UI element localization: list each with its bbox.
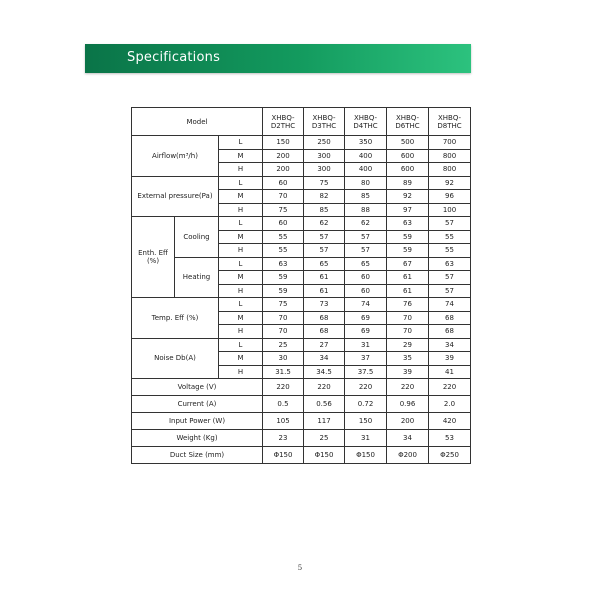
value-cell: 34.5 (304, 365, 345, 379)
value-cell: 70 (263, 190, 304, 204)
table-row (132, 257, 471, 271)
value-cell: 39 (429, 352, 471, 366)
page-number: 5 (297, 564, 303, 572)
enth-eff-label: Enth. Eff (%) (132, 217, 175, 298)
value-cell: 55 (263, 230, 304, 244)
value-cell: 57 (429, 284, 471, 298)
value-cell: 74 (429, 298, 471, 312)
value-cell: 75 (263, 203, 304, 217)
value-cell: Φ200 (387, 447, 429, 464)
value-cell: 31 (345, 430, 387, 447)
level-label: H (219, 203, 263, 217)
level-label: L (219, 298, 263, 312)
value-cell: 39 (387, 365, 429, 379)
value-cell: 0.72 (345, 396, 387, 413)
airflow-label: Airflow(m³/h) (132, 136, 219, 177)
value-cell: 59 (263, 284, 304, 298)
table-row (132, 298, 471, 312)
level-label: M (219, 271, 263, 285)
value-cell: 70 (263, 311, 304, 325)
value-cell: 60 (263, 217, 304, 231)
value-cell: 92 (387, 190, 429, 204)
value-cell: 75 (304, 176, 345, 190)
value-cell: 35 (387, 352, 429, 366)
value-cell: 34 (429, 338, 471, 352)
model-label: Model (132, 108, 263, 136)
value-cell: 27 (304, 338, 345, 352)
value-cell: 600 (387, 163, 429, 177)
value-cell: 0.5 (263, 396, 304, 413)
spec-label: Input Power (W) (132, 413, 263, 430)
value-cell: 61 (387, 284, 429, 298)
level-label: H (219, 325, 263, 339)
value-cell: 37.5 (345, 365, 387, 379)
level-label: H (219, 244, 263, 258)
value-cell: 600 (387, 149, 429, 163)
level-label: L (219, 257, 263, 271)
value-cell: 60 (345, 271, 387, 285)
value-cell: 63 (429, 257, 471, 271)
table-row (132, 338, 471, 352)
value-cell: 68 (304, 311, 345, 325)
value-cell: 41 (429, 365, 471, 379)
value-cell: 74 (345, 298, 387, 312)
value-cell: 2.0 (429, 396, 471, 413)
value-cell: 85 (304, 203, 345, 217)
value-cell: 62 (304, 217, 345, 231)
value-cell: 73 (304, 298, 345, 312)
level-label: L (219, 176, 263, 190)
value-cell: Φ150 (263, 447, 304, 464)
temp-eff-label: Temp. Eff (%) (132, 298, 219, 339)
value-cell: Φ150 (304, 447, 345, 464)
table-row (132, 136, 471, 150)
value-cell: 68 (304, 325, 345, 339)
value-cell: 57 (304, 230, 345, 244)
model-name: XHBQ- D3THC (304, 108, 345, 136)
value-cell: 200 (387, 413, 429, 430)
value-cell: 220 (387, 379, 429, 396)
table-row (132, 379, 471, 396)
value-cell: 89 (387, 176, 429, 190)
value-cell: 220 (429, 379, 471, 396)
value-cell: 61 (304, 284, 345, 298)
value-cell: 57 (345, 230, 387, 244)
level-label: M (219, 190, 263, 204)
table-row (132, 176, 471, 190)
value-cell: 400 (345, 163, 387, 177)
model-name: XHBQ- D4THC (345, 108, 387, 136)
value-cell: 59 (387, 244, 429, 258)
model-name: XHBQ- D8THC (429, 108, 471, 136)
table-row (132, 447, 471, 464)
value-cell: 82 (304, 190, 345, 204)
value-cell: 62 (345, 217, 387, 231)
value-cell: 150 (263, 136, 304, 150)
value-cell: 23 (263, 430, 304, 447)
value-cell: 29 (387, 338, 429, 352)
value-cell: 59 (387, 230, 429, 244)
value-cell: 76 (387, 298, 429, 312)
value-cell: 300 (304, 149, 345, 163)
value-cell: 92 (429, 176, 471, 190)
value-cell: 31 (345, 338, 387, 352)
value-cell: 80 (345, 176, 387, 190)
value-cell: 31.5 (263, 365, 304, 379)
value-cell: Φ150 (345, 447, 387, 464)
table-row (132, 413, 471, 430)
value-cell: 30 (263, 352, 304, 366)
value-cell: 700 (429, 136, 471, 150)
value-cell: 57 (429, 271, 471, 285)
value-cell: 800 (429, 149, 471, 163)
value-cell: 55 (429, 230, 471, 244)
value-cell: 800 (429, 163, 471, 177)
value-cell: 100 (429, 203, 471, 217)
value-cell: 53 (429, 430, 471, 447)
value-cell: 70 (387, 325, 429, 339)
value-cell: 55 (429, 244, 471, 258)
value-cell: 75 (263, 298, 304, 312)
level-label: M (219, 230, 263, 244)
value-cell: Φ250 (429, 447, 471, 464)
value-cell: 63 (387, 217, 429, 231)
level-label: L (219, 136, 263, 150)
value-cell: 61 (387, 271, 429, 285)
value-cell: 200 (263, 163, 304, 177)
model-name: XHBQ- D2THC (263, 108, 304, 136)
value-cell: 55 (263, 244, 304, 258)
value-cell: 500 (387, 136, 429, 150)
table-row (132, 396, 471, 413)
value-cell: 220 (263, 379, 304, 396)
heating-label: Heating (175, 257, 219, 298)
value-cell: 65 (345, 257, 387, 271)
value-cell: 70 (387, 311, 429, 325)
cooling-label: Cooling (175, 217, 219, 258)
level-label: L (219, 217, 263, 231)
spec-label: Voltage (V) (132, 379, 263, 396)
level-label: L (219, 338, 263, 352)
section-title: Specifications (127, 50, 221, 65)
value-cell: 105 (263, 413, 304, 430)
value-cell: 250 (304, 136, 345, 150)
spec-label: Weight (Kg) (132, 430, 263, 447)
level-label: H (219, 284, 263, 298)
value-cell: 70 (263, 325, 304, 339)
model-name: XHBQ- D6THC (387, 108, 429, 136)
level-label: M (219, 352, 263, 366)
value-cell: 0.96 (387, 396, 429, 413)
section-header-banner (85, 44, 471, 73)
value-cell: 88 (345, 203, 387, 217)
value-cell: 220 (345, 379, 387, 396)
value-cell: 65 (304, 257, 345, 271)
value-cell: 200 (263, 149, 304, 163)
value-cell: 420 (429, 413, 471, 430)
value-cell: 34 (387, 430, 429, 447)
specifications-table (131, 107, 471, 464)
level-label: H (219, 163, 263, 177)
level-label: H (219, 365, 263, 379)
external-pressure-label: External pressure(Pa) (132, 176, 219, 217)
value-cell: 68 (429, 325, 471, 339)
table-row (132, 108, 471, 136)
level-label: M (219, 149, 263, 163)
value-cell: 68 (429, 311, 471, 325)
value-cell: 97 (387, 203, 429, 217)
value-cell: 117 (304, 413, 345, 430)
table-row (132, 430, 471, 447)
spec-label: Current (A) (132, 396, 263, 413)
value-cell: 69 (345, 311, 387, 325)
value-cell: 57 (429, 217, 471, 231)
value-cell: 34 (304, 352, 345, 366)
level-label: M (219, 311, 263, 325)
value-cell: 60 (263, 176, 304, 190)
value-cell: 60 (345, 284, 387, 298)
value-cell: 85 (345, 190, 387, 204)
value-cell: 69 (345, 325, 387, 339)
value-cell: 220 (304, 379, 345, 396)
value-cell: 57 (304, 244, 345, 258)
spec-label: Duct Size (mm) (132, 447, 263, 464)
value-cell: 25 (304, 430, 345, 447)
table-row (132, 217, 471, 231)
value-cell: 96 (429, 190, 471, 204)
value-cell: 57 (345, 244, 387, 258)
value-cell: 400 (345, 149, 387, 163)
value-cell: 150 (345, 413, 387, 430)
noise-label: Noise Db(A) (132, 338, 219, 379)
value-cell: 0.56 (304, 396, 345, 413)
value-cell: 25 (263, 338, 304, 352)
value-cell: 63 (263, 257, 304, 271)
value-cell: 300 (304, 163, 345, 177)
value-cell: 59 (263, 271, 304, 285)
value-cell: 350 (345, 136, 387, 150)
value-cell: 61 (304, 271, 345, 285)
value-cell: 37 (345, 352, 387, 366)
value-cell: 67 (387, 257, 429, 271)
